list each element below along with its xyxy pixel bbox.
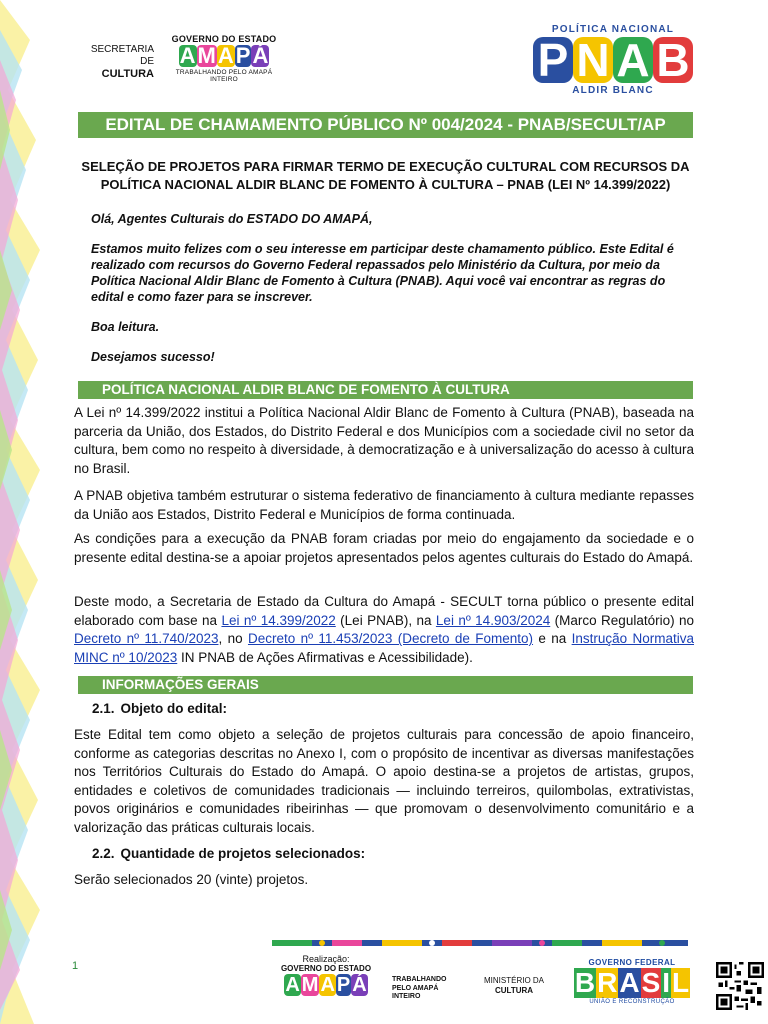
text-fragment: e na xyxy=(533,631,572,647)
footer-governo-label: GOVERNO DO ESTADO xyxy=(280,964,372,973)
brasil-letter: B xyxy=(574,967,596,998)
text-fragment: (Marco Regulatório) no xyxy=(550,612,695,628)
secretaria-line2: CULTURA xyxy=(101,68,154,80)
qr-code-icon[interactable] xyxy=(716,962,764,1010)
footer-color-strip xyxy=(272,938,688,948)
tagline-line: PELO AMAPÁ xyxy=(392,984,439,992)
paragraph-objeto: Este Edital tem como objeto a seleção de projetos culturais para concessão de apoio financeiro, conforme as categorias descritas no Anexo I, com o propósito de incentivar as diversas manifestações nos Territórios Culturais do Estado do Amapá. O apoio destina-se a projetos de artistas, grupos, entidades e coletivos de comunidades tradicionais — incluindo terreiros, quilombolas, extrativistas, povos originários e comunidades ribeirinhas — que promovam o desenvolvimento comunitário e a valorização das práticas culturais locais. xyxy=(74,727,694,835)
link-decreto-11740[interactable]: Decreto nº 11.740/2023 xyxy=(74,631,219,647)
text-fragment: , no xyxy=(218,631,248,647)
intro-greeting: Olá, Agentes Culturais do ESTADO DO AMAPÁ, xyxy=(91,212,373,226)
governo-federal-label: GOVERNO FEDERAL xyxy=(588,958,676,967)
edital-subtitle: SELEÇÃO DE PROJETOS PARA FIRMAR TERMO DE EXECUÇÃO CULTURAL COM RECURSOS DA POLÍTICA NACIONAL ALDIR BLANC DE FOMENTO À CULTURA – PNAB (LEI Nº 14.399/2022) xyxy=(81,159,690,192)
item-title: Objeto do edital: xyxy=(120,701,228,716)
link-lei-14399[interactable]: Lei nº 14.399/2022 xyxy=(221,612,336,628)
amapa-letter: P xyxy=(235,43,251,68)
amapa-letter: M xyxy=(197,43,216,68)
amapa-letter: P xyxy=(336,974,351,996)
page-number: 1 xyxy=(72,960,79,972)
paragraph-quantidade: Serão selecionados 20 (vinte) projetos. xyxy=(74,872,309,887)
pnab-letter: P xyxy=(533,37,573,83)
brasil-letter: A xyxy=(619,967,640,998)
paragraph-condicoes: As condições para a execução da PNAB foram criadas por meio do engajamento da sociedade e o presente edital destina-se a apoiar projetos apresentados pelos agentes culturais do Estado do Amapá. xyxy=(74,531,694,565)
tagline-line: TRABALHANDO xyxy=(392,976,447,983)
section-heading-informacoes xyxy=(78,676,693,694)
amapa-letter: Á xyxy=(352,974,367,996)
section-heading-text: POLÍTICA NACIONAL ALDIR BLANC DE FOMENTO À CULTURA xyxy=(102,382,510,397)
section-heading-text: INFORMAÇÕES GERAIS xyxy=(102,677,259,692)
edital-title: EDITAL DE CHAMAMENTO PÚBLICO Nº 004/2024 - PNAB/SECULT/AP xyxy=(78,112,693,138)
text-fragment: IN PNAB de Ações Afirmativas e Acessibilidade). xyxy=(177,649,473,665)
footer-realizacao-logo xyxy=(272,954,380,996)
governo-federal-logo xyxy=(576,958,688,1005)
pnab-top-text: POLÍTICA NACIONAL xyxy=(551,24,675,35)
paragraph-lei-pnab: A Lei nº 14.399/2022 institui a Política Nacional Aldir Blanc de Fomento à Cultura (PNAB), baseada na parceria da União, dos Estados, do Distrito Federal e dos Municípios com a sociedade civil no setor da cultura, bem como no respeito à diversidade, à democratização e à universalização do acesso à cultura no Brasil. xyxy=(74,405,694,476)
amapa-letter: A xyxy=(320,974,335,996)
ministerio-line1: MINISTÉRIO DA xyxy=(484,976,545,985)
decorative-side-ribbon xyxy=(0,0,70,1024)
ministerio-cultura-logo xyxy=(484,976,544,996)
amapa-letter: A xyxy=(285,974,300,996)
footer-tagline xyxy=(392,976,446,1002)
paragraph-base-legal xyxy=(74,593,694,667)
amapa-letter: A xyxy=(217,43,234,68)
text-fragment: (Lei PNAB), na xyxy=(335,612,436,628)
pnab-letter: B xyxy=(653,37,693,83)
link-decreto-11453[interactable]: Decreto nº 11.453/2023 (Decreto de Fomento) xyxy=(247,631,534,647)
item-quantidade-heading xyxy=(92,845,365,863)
brasil-letter: L xyxy=(672,967,690,998)
amapa-letter: A xyxy=(179,43,196,68)
amapa-letter: M xyxy=(301,974,319,996)
brasil-letter: S xyxy=(641,967,661,998)
secretaria-line1: SECRETARIA DE xyxy=(90,44,154,67)
pnab-letter: N xyxy=(573,37,613,83)
link-instrucao-normativa[interactable]: Instrução Normativa MINC nº 10/2023 xyxy=(74,631,695,665)
tagline-line: INTEIRO xyxy=(392,993,421,1000)
realizacao-label: Realização: xyxy=(302,954,350,964)
section-heading-pnab xyxy=(78,381,693,399)
governo-label: GOVERNO DO ESTADO xyxy=(171,34,277,44)
secretaria-label xyxy=(78,44,154,80)
pnab-wordmark xyxy=(528,34,698,86)
secretaria-cultura-logo xyxy=(78,34,288,86)
footer-amapa-wordmark xyxy=(272,974,380,996)
brasil-wordmark xyxy=(576,968,688,998)
amapa-tagline: TRABALHANDO PELO AMAPÁ INTEIRO xyxy=(175,69,273,83)
pnab-bottom-text: ALDIR BLANC xyxy=(572,85,654,96)
brasil-letter: I xyxy=(662,967,671,998)
item-number: 2.2. xyxy=(92,846,115,861)
intro-body: Estamos muito felizes com o seu interesse em participar deste chamamento público. Este Edital é realizado com recursos do Governo Federal repassados pelo Ministério da Cultura, por meio da Política Nacional Aldir Blanc de Fomento à Cultura (PNAB). Aqui você vai encontrar as regras do edital e como fazer para se inscrever. xyxy=(91,242,674,304)
item-title: Quantidade de projetos selecionados: xyxy=(120,846,366,861)
text-fragment: Deste modo, a Secretaria de Estado da Cultura do Amapá - SECULT torna público o presente edital elaborado com base na xyxy=(74,594,694,628)
item-number: 2.1. xyxy=(92,701,115,716)
amapa-letter: Á xyxy=(252,43,269,68)
uniao-reconstrucao: UNIÃO E RECONSTRUÇÃO xyxy=(589,999,675,1005)
link-lei-14903[interactable]: Lei nº 14.903/2024 xyxy=(435,612,551,628)
governo-amapa-logo xyxy=(162,34,286,83)
item-objeto-heading xyxy=(92,700,227,718)
ministerio-line2: CULTURA xyxy=(494,986,534,995)
amapa-wordmark xyxy=(162,45,286,67)
paragraph-pnab-objetivo: A PNAB objetiva também estruturar o sistema federativo de financiamento à cultura mediante repasses da União aos Estados, Distrito Federal e Municípios de forma continuada. xyxy=(74,488,694,522)
pnab-logo xyxy=(528,24,698,104)
brasil-letter: R xyxy=(597,967,618,998)
intro-wish: Desejamos sucesso! xyxy=(91,350,215,364)
pnab-letter: A xyxy=(613,37,653,83)
intro-reading: Boa leitura. xyxy=(91,320,160,334)
